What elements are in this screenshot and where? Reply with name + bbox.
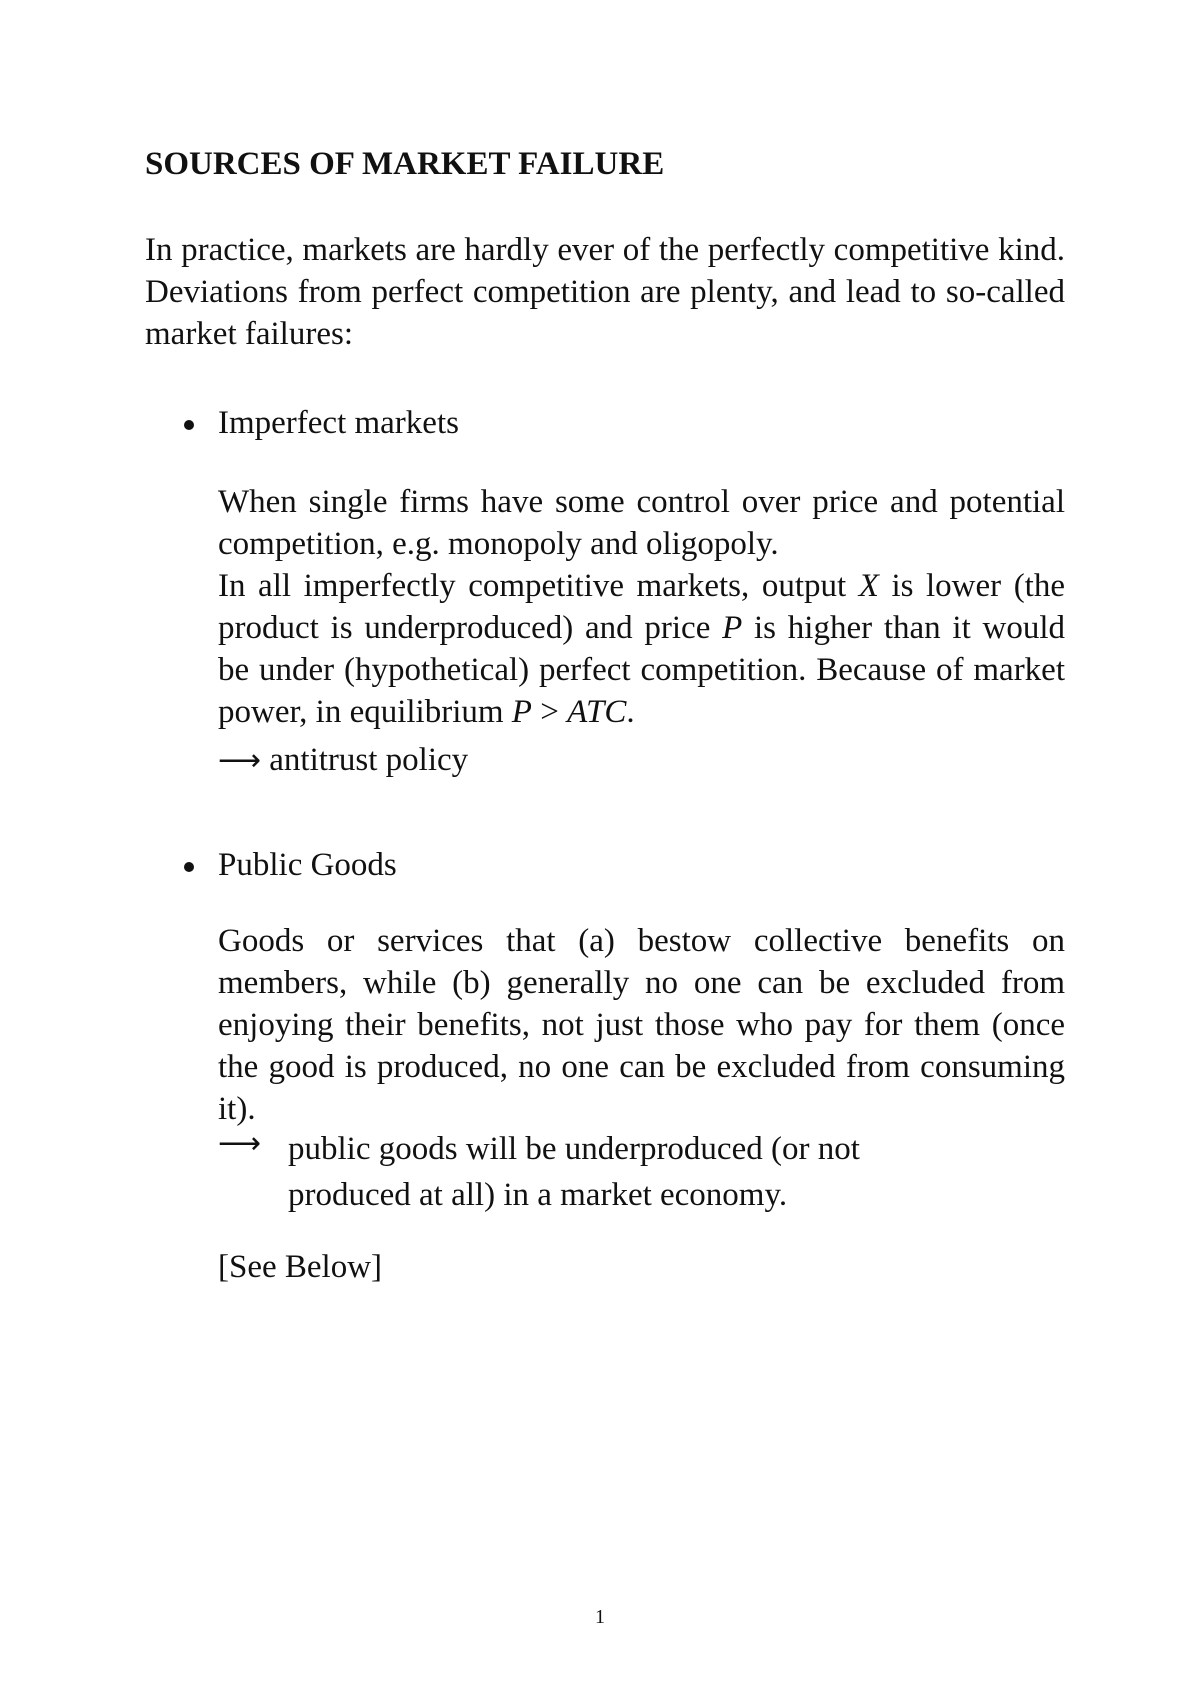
intro-paragraph: In practice, markets are hardly ever of the perfectly competitive kind. Deviations from perfect competition are plenty, and lead to so-called market failures:	[145, 232, 1065, 352]
bullet-icon	[184, 862, 194, 872]
bullet-icon	[184, 420, 194, 430]
variable-p: P	[722, 610, 743, 646]
right-arrow-icon: ⟶	[218, 1126, 262, 1161]
imperfect-markets-definition: When single firms have some control over price and potential competition, e.g. monopoly and oligopoly.	[218, 484, 1065, 562]
imperfect-markets-explanation: In all imperfectly competitive markets, output X is lower (the product is underproduced) and price P is higher than it would be under (hypothetical) perfect competition. Because of market power, in equilibrium P > ATC.	[218, 568, 1065, 730]
public-goods-section	[218, 920, 1065, 1130]
page-number: 1	[595, 1606, 605, 1628]
public-goods-consequence: public goods will be underproduced (or not produced at all) in a market economy.	[288, 1131, 860, 1213]
imperfect-markets-section	[218, 481, 1065, 782]
variable-atc: ATC	[567, 694, 627, 730]
variable-x: X	[858, 568, 879, 604]
antitrust-arrow-line	[218, 739, 1065, 782]
document-title: SOURCES OF MARKET FAILURE	[145, 146, 665, 182]
right-arrow-icon: ⟶	[218, 743, 262, 778]
document-page	[145, 0, 1065, 1698]
variable-p: P	[511, 694, 532, 730]
public-goods-arrow-block	[218, 1126, 1065, 1218]
bullet-heading: Public Goods	[218, 847, 397, 883]
bullet-heading: Imperfect markets	[218, 405, 459, 441]
public-goods-definition: Goods or services that (a) bestow collective benefits on members, while (b) generally no one can be excluded from enjoying their benefits, not just those who pay for them (once the good is produced, no one can be excluded from consuming it).	[218, 923, 1065, 1127]
see-below-note: [See Below]	[218, 1249, 383, 1285]
antitrust-text: antitrust policy	[269, 742, 469, 778]
